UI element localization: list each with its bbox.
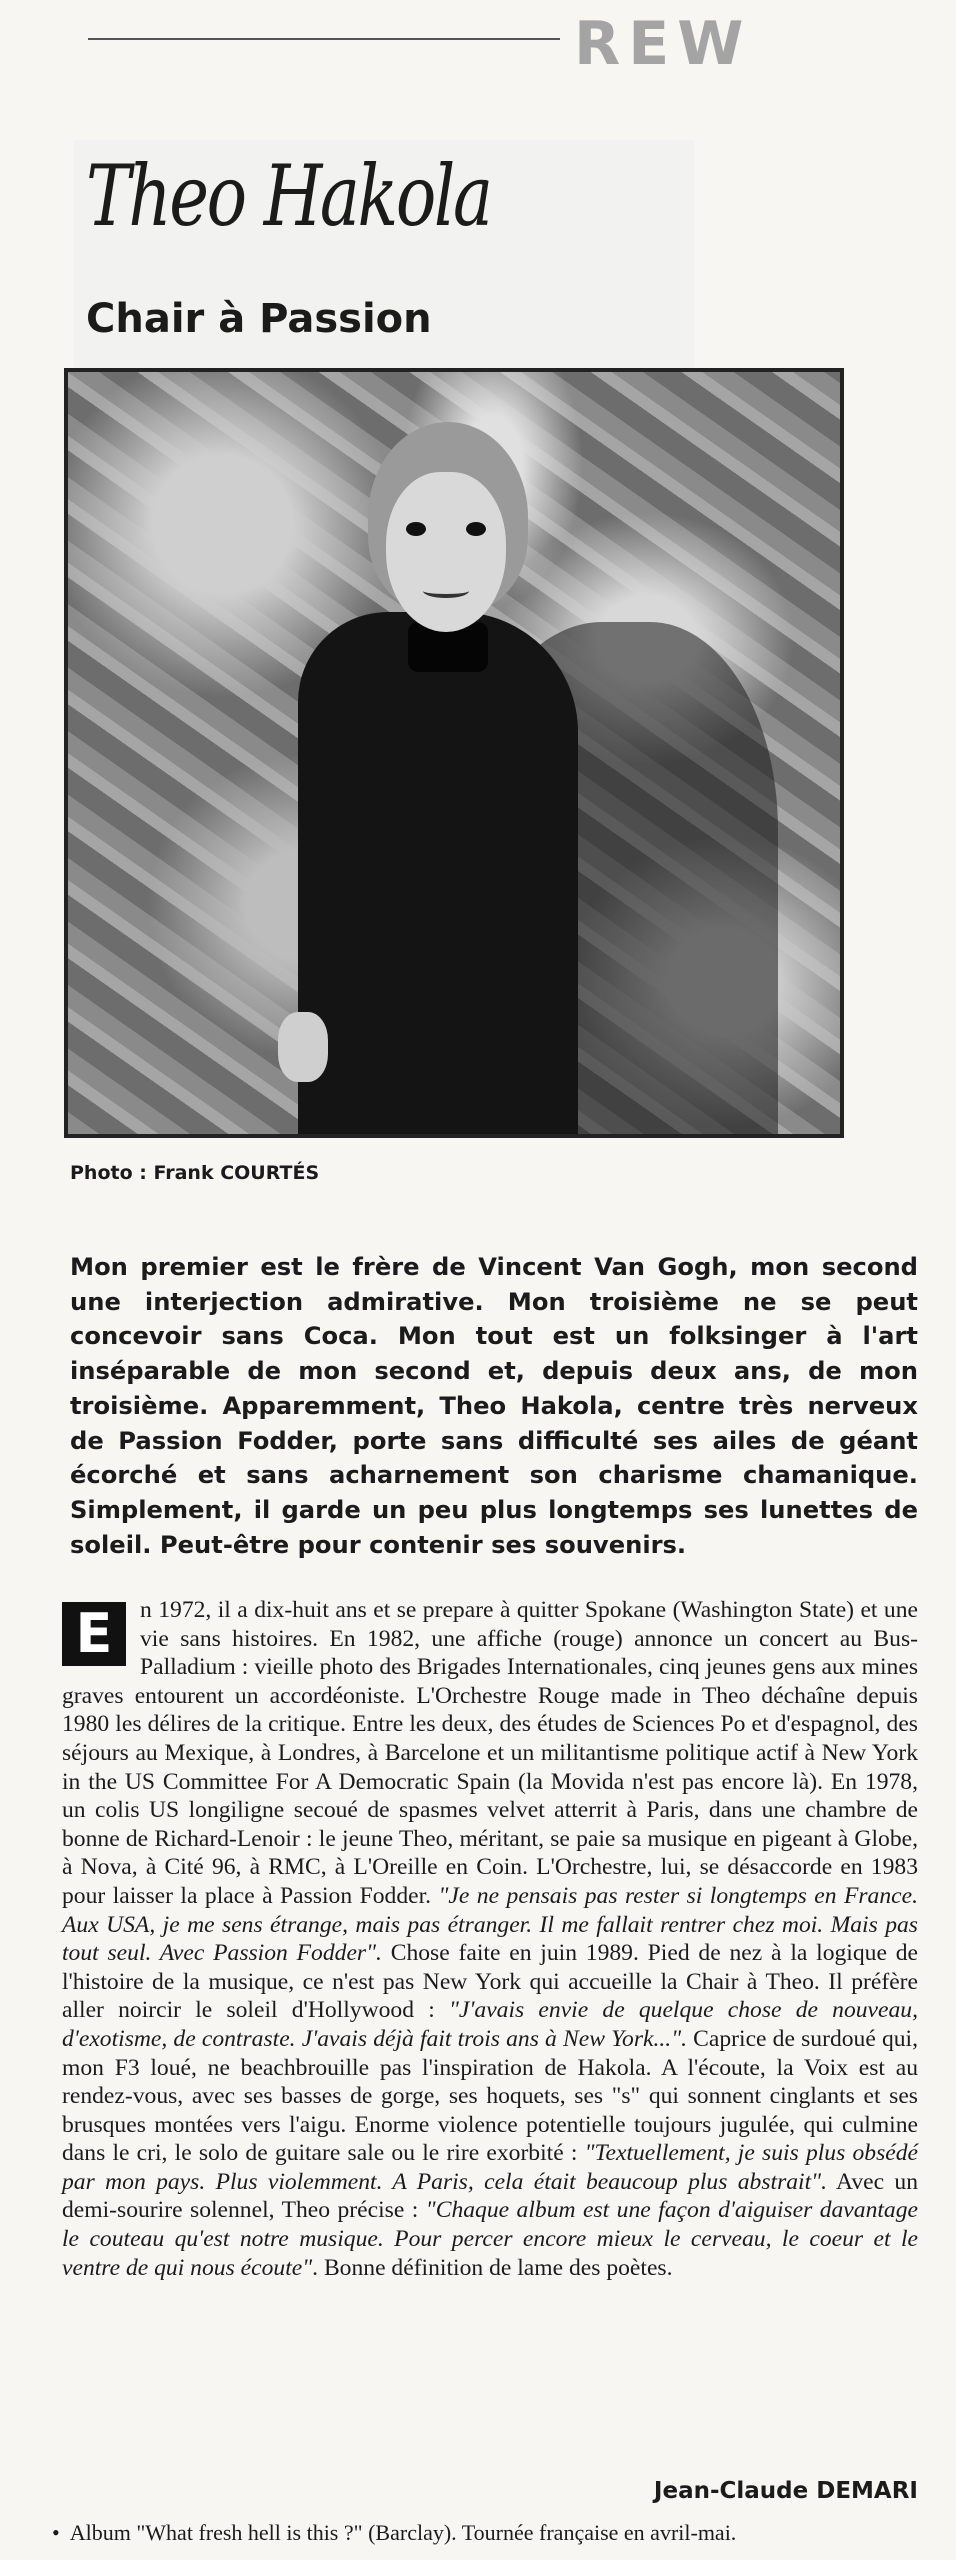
footnote-bullet: •: [52, 2520, 60, 2545]
footnote-text: Album "What fresh hell is this ?" (Barclay). Tournée française en avril-mai.: [69, 2520, 737, 2545]
photo-face: [386, 472, 506, 632]
photo-mouth: [423, 584, 469, 598]
photo-hand: [278, 1012, 328, 1082]
quote-2: "J'avais envie de quelque chose de nouveau, d'exotisme, de contraste. J'avais déjà fait trois ans à New York...".: [62, 1997, 918, 2052]
header-rule: [88, 38, 560, 40]
photo-eye-left: [406, 522, 426, 536]
body-text-1: n 1972, il a dix-huit ans et se prepare à quitter Spokane (Washington State) et une vie sans histoires. En 1982, une affiche (rouge) annonce un concert au Bus-Palladium : vieille photo des Brigades Internationales, cinq jeunes gens aux mines graves entourent un accordéoniste. L'Orchestre Rouge made in Theo déchaîne depuis 1980 les délires de la critique. Entre les deux, des études de Sciences Po et d'espagnol, des séjours au Mexique, à Londres, à Barcelone et un militantisme politique actif à New York in the US Committee For A Democratic Spain (la Movida n'est pas encore là). En 1978, un colis US longiligne secoué de spasmes velvet atterrit à Paris, dans une chambre de bonne de Richard-Lenoir : le jeune Theo, méritant, se paie sa musique en pigeant à Globe, à Nova, à Cité 96, à RMC, à L'Oreille en Coin. L'Orchestre, lui, se désaccorde en 1983 pour laisser la place à Passion Fodder.: [62, 1597, 918, 1909]
quote-3: "Textuellement, je suis plus obsédé par mon pays. Plus violemment. A Paris, cela était beaucoup plus abstrait".: [62, 2140, 918, 2195]
quote-1: "Je ne pensais pas rester si longtemps en France. Aux USA, je me sens étrange, mais pas étranger. Il me fallait rentrer chez moi. Mais pas tout seul. Avec Passion Fodder".: [62, 1882, 918, 1967]
footnote: [52, 2520, 736, 2546]
body-text-3: Caprice de surdoué qui, mon F3 loué, ne beachbrouille pas l'inspiration de Hakola. A l'écoute, la Voix est au rendez-vous, avec ses basses de gorge, ses hoquets, ses "s" qui sonnent cinglants et ses brusques montées vers l'aigu. Enorme violence potentielle toujours jugulée, qui culmine dans le cri, le solo de guitare sale ou le rire exorbité :: [62, 2025, 919, 2167]
drop-cap: E: [62, 1602, 126, 1666]
body-text-2: Chose faite en juin 1989. Pied de nez à la logique de l'histoire de la musique, ce n'est pas New York qui accueille la Chair à Theo. Il préfère aller noircir le soleil d'Hollywood :: [62, 1940, 918, 2024]
photo-eye-right: [466, 522, 486, 536]
article-text: [62, 1596, 918, 2282]
body-text-5: . Bonne définition de lame des poètes.: [312, 2254, 673, 2281]
photo-credit: Photo : Frank COURTÉS: [70, 1162, 320, 1184]
artist-name: Theo Hakola: [86, 147, 491, 245]
article-author: Jean-Claude DEMARI: [653, 2478, 918, 2504]
body-text-4: Avec un demi-sourire solennel, Theo précise :: [62, 2168, 918, 2224]
photo-jacket: [298, 612, 578, 1138]
article-subtitle: Chair à Passion: [86, 296, 432, 342]
section-label: REW: [574, 14, 752, 70]
lead-paragraph: Mon premier est le frère de Vincent Van Gogh, mon second une interjection admirative. Mon troisième ne se peut concevoir sans Coca. Mon tout est un folksinger à l'art inséparable de mon second et, depuis deux ans, de mon troisième. Apparemment, Theo Hakola, centre très nerveux de Passion Fodder, porte sans difficulté ses ailes de géant écorché et sans acharnement son charisme chamanique. Simplement, il garde un peu plus longtemps ses lunettes de soleil. Peut-être pour contenir ses souvenirs.: [70, 1253, 918, 1559]
article-body: [62, 1596, 918, 2282]
artist-photo: [64, 368, 844, 1138]
quote-4: "Chaque album est une façon d'aiguiser davantage le couteau qu'est notre musique. Pour percer encore mieux le cerveau, le coeur et le ventre de qui nous écoute": [62, 2197, 918, 2281]
